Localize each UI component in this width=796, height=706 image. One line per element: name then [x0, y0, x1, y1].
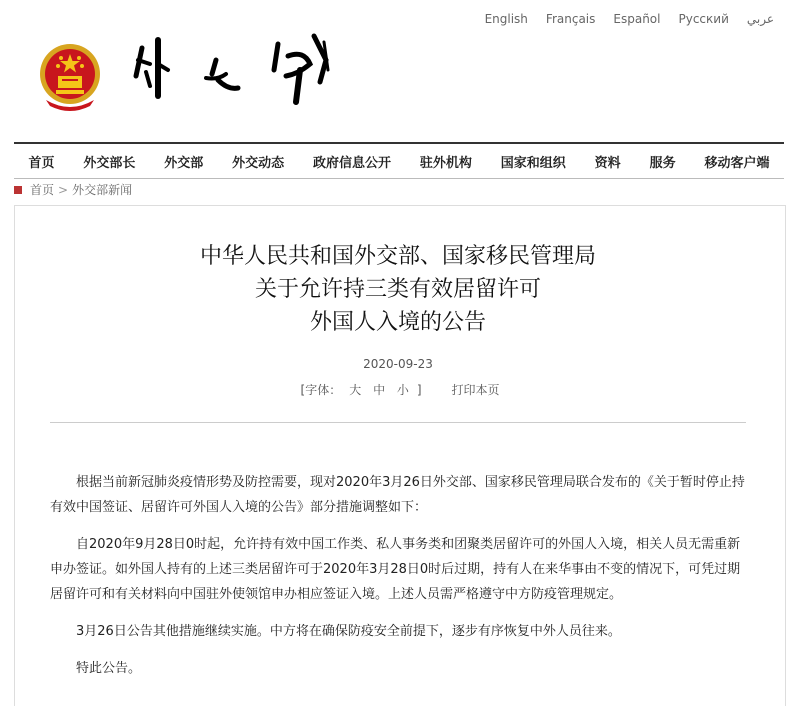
divider — [50, 422, 746, 423]
font-size-small[interactable]: 小 — [396, 383, 409, 397]
nav-services[interactable]: 服务 — [649, 155, 676, 171]
nav-gov-info[interactable]: 政府信息公开 — [313, 155, 392, 171]
breadcrumb-section[interactable]: 外交部新闻 — [72, 183, 133, 197]
breadcrumb-marker-icon — [14, 186, 22, 194]
lang-english[interactable]: English — [484, 12, 528, 26]
breadcrumb-separator: > — [58, 182, 69, 197]
article-title — [0, 240, 796, 339]
nav-countries[interactable]: 国家和组织 — [500, 155, 566, 171]
lang-arabic[interactable]: عربي — [746, 12, 774, 26]
nav-minister[interactable]: 外交部长 — [83, 155, 136, 171]
breadcrumb — [14, 181, 132, 198]
nav-diplomatic-news[interactable]: 外交动态 — [232, 155, 285, 171]
article-tools — [0, 381, 796, 398]
title-line-3: 外国人入境的公告 — [309, 310, 486, 335]
nav-missions[interactable]: 驻外机构 — [419, 155, 472, 171]
paragraph-1: 根据当前新冠肺炎疫情形势及防控需要，现对2020年3月26日外交部、国家移民管理局联合发布的《关于暂时停止持有效中国签证、居留许可外国人入境的公告》部分措施调整如下： — [50, 475, 745, 515]
paragraph-2: 自2020年9月28日0时起，允许持有效中国工作类、私人事务类和团聚类居留许可的外国人入境，相关人员无需重新申办签证。如外国人持有的上述三类居留许可于2020年3月28日0时后过期，持有人在来华事由不变的情况下，可凭过期居留许可和有关材料向中国驻外使领馆申办相应签证入境。上述人员需严格遵守中方防疫管理规定。 — [50, 537, 741, 602]
lang-french[interactable]: Français — [545, 12, 596, 26]
main-nav — [14, 142, 784, 179]
title-line-1: 中华人民共和国外交部、国家移民管理局 — [199, 244, 596, 269]
breadcrumb-home[interactable]: 首页 — [30, 183, 55, 197]
paragraph-4: 特此公告。 — [76, 661, 142, 676]
paragraph-3: 3月26日公告其他措施继续实施。中方将在确保防疫安全前提下，逐步有序恢复中外人员往来。 — [76, 624, 621, 639]
font-size-medium[interactable]: 中 — [373, 383, 386, 397]
nav-ministry[interactable]: 外交部 — [164, 155, 204, 171]
title-line-2: 关于允许持三类有效居留许可 — [254, 277, 541, 302]
national-emblem-icon[interactable] — [36, 42, 104, 112]
nav-resources[interactable]: 资料 — [594, 155, 621, 171]
font-size-control — [297, 383, 426, 397]
lang-russian[interactable]: Русский — [678, 12, 729, 26]
font-size-label: [字体： — [300, 383, 342, 397]
article-body — [50, 470, 746, 693]
ministry-calligraphy-logo[interactable] — [128, 30, 338, 110]
print-page-link[interactable]: 打印本页 — [451, 383, 500, 397]
article-date: 2020-09-23 — [363, 357, 433, 371]
lang-spanish[interactable]: Español — [613, 12, 661, 26]
nav-mobile[interactable]: 移动客户端 — [704, 155, 770, 171]
language-bar — [485, 12, 774, 26]
nav-home[interactable]: 首页 — [28, 155, 55, 171]
font-size-large[interactable]: 大 — [349, 383, 362, 397]
font-size-close: ] — [416, 383, 422, 397]
